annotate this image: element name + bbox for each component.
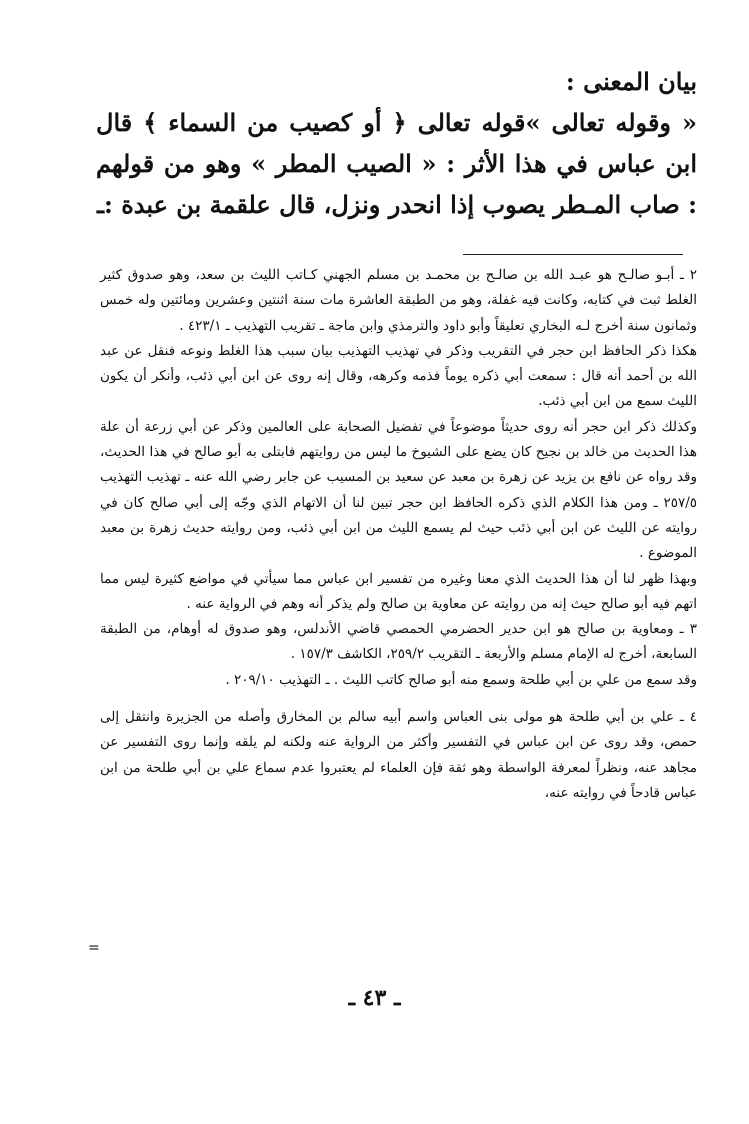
footnote-3-continued: وقد سمع من علي بن أبي طلحة وسمع منه أبو صالح كاتب الليث . ـ التهذيب ٢٠٩/١٠ .	[225, 671, 697, 688]
footnote-2-continued: وكذلك ذكر ابن حجر أنه روى حديثاً موضوعاً في تفضيل الصحابة على العالمين وذكر عن أبي زرعة أن علة هذا الحديث من خالد بن نجيح كان يضع على الشيوخ ما ليس من روايتهم فابتلى به أبو صالح في هذا الحديث، وقد رواه عن نافع بن يزيد عن زهرة بن معبد عن سعيد بن المسيب عن جابر رضي الله عنه ـ تهذيب التهذيب ٢٥٧/٥ ـ ومن هذا الكلام الذي ذكره الحافظ ابن حجر تبين لنا أن الاتهام الذي وجّه إلى أبي صالح كان في روايته عن الليث عن ابن أبي ذئب حيث لم يسمع الليث من ابن أبي ذئب، ومن روايته حديث زهرة بن معبد الموضوع .	[100, 418, 697, 562]
footnotes	[100, 263, 697, 806]
footnote-2-continued: وبهذا ظهر لنا أن هذا الحديث الذي معنا وغيره من تفسير ابن عباس مما سيأتي في مواضع كثيرة ليس مما اتهم فيه أبو صالح حيث إنه من روايته عن معاوية بن صالح ولم يذكر أنه وهم في الرواية عنه .	[100, 570, 697, 612]
footnote-2: ٢ ـ أبـو صالـح هو عبـد الله بن صالـح بن محمـد بن مسلم الجهني كـاتب الليث بن سعد، وهو صدوق كثير الغلط ثبت في كتابه، وكانت فيه غفلة، وهو من الطبقة العاشرة مات سنة اثنتين وعشرين ومائتين وله خمس وثمانون سنة أخرج لـه البخاري تعليقاً وأبو داود والترمذي وابن ماجة ـ تقريب التهذيب ـ ٤٢٣/١ .	[100, 267, 697, 334]
continuation-mark: =	[88, 940, 100, 956]
main-paragraph: « وقوله تعالى »قوله تعالى ﴿ أو كصيب من السماء ﴾ قال ابن عباس في هذا الأثر : « الصيب المطر » وهو من قولهم : صاب المـطر يصوب إذا انحدر ونزل، قال علقمة بن عبدة :ـ	[96, 108, 698, 219]
footnote-2-continued: هكذا ذكر الحافظ ابن حجر في التقريب وذكر في تهذيب التهذيب بيان سبب هذا الغلط ونوعه فنقل عن عبد الله بن أحمد أنه قال : سمعت أبي ذكره يوماً فذمه وكرهه، وقال إنه روى عن ابن أبي ذئب، وأنكر أن يكون الليث سمع من ابن أبي ذئب.	[100, 342, 697, 410]
footnote-4: ٤ ـ علي بن أبي طلحة هو مولى بنى العباس واسم أبيه سالم بن المخارق وأصله من الجزيرة وانتقل إلى حمص، وقد روى عن ابن عباس في التفسير وأكثر من الرواية عنه ولكنه لم يلقه وإنما روى التفسير عن مجاهد عنه، ونظراً لمعرفة الواسطة وهو ثقة فإن العلماء لم يعتبروا عدم سماع علي بن أبي طلحة من ابن عباس قادحاً في روايته عنه،	[100, 709, 697, 801]
footnote-separator	[463, 254, 683, 255]
main-body	[96, 62, 697, 225]
page-number: ـ ٤٣ ـ	[348, 985, 401, 1011]
section-heading: بيان المعنى :	[565, 67, 697, 96]
footnote-3: ٣ ـ ومعاوية بن صالح هو ابن حدير الحضرمي الحمصي قاضي الأندلس، وهو صدوق له أوهام، من الطبقة السابعة، أخرج له الإمام مسلم والأربعة ـ التقريب ٢٥٩/٢، الكاشف ١٥٧/٣ .	[100, 621, 697, 663]
